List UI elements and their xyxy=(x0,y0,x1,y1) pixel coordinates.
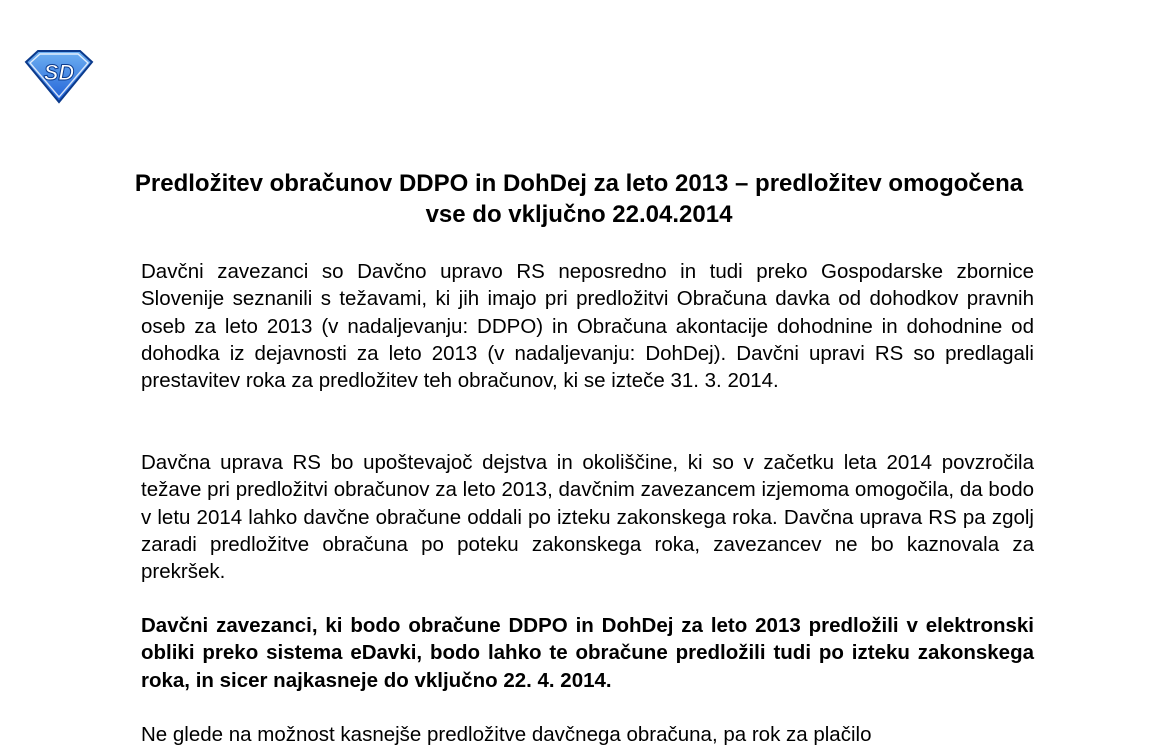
document-title: Predložitev obračunov DDPO in DohDej za leto 2013 – predložitev omogočena vse do vključno 22.04.2014 xyxy=(134,170,1024,228)
paragraph-1: Davčni zavezanci so Davčno upravo RS neposredno in tudi preko Gospodarske zbornice Slovenije seznanili s težavami, ki jih imajo pri predložitvi Obračuna davka od dohodkov pravnih oseb za leto 2013 (v nadaljevanju: DDPO) in Obračuna akontacije dohodnine in dohodnine od dohodka iz dejavnosti za leto 2013 (v nadaljevanju: DohDej). Davčni upravi RS so predlagali prestavitev roka za predložitev teh obračunov, ki se izteče 31. 3. 2014. xyxy=(141,260,1034,393)
paragraph-2: Davčna uprava RS bo upoštevajoč dejstva in okoliščine, ki so v začetku leta 2014 povzročila težave pri predložitvi obračunov za leto 2013, davčnim zavezancem izjemoma omogočila, da bodo v letu 2014 lahko davčne obračune oddali po izteku zakonskega roka. Davčna uprava RS pa zgolj zaradi predložitve obračuna po poteku zakonskega roka, zavezancev ne bo kaznovala za prekršek. xyxy=(141,451,1034,584)
paragraph-4: Ne glede na možnost kasnejše predložitve davčnega obračuna, pa rok za plačilo xyxy=(141,723,872,746)
sd-logo-icon xyxy=(22,48,96,104)
svg-text:SD: SD xyxy=(43,60,75,85)
paragraph-3-bold: Davčni zavezanci, ki bodo obračune DDPO in DohDej za leto 2013 predložili v elektronski obliki preko sistema eDavki, bodo lahko te obračune predložili tudi po izteku zakonskega roka, in sicer najkasneje do vključno 22. 4. 2014. xyxy=(141,614,1034,692)
